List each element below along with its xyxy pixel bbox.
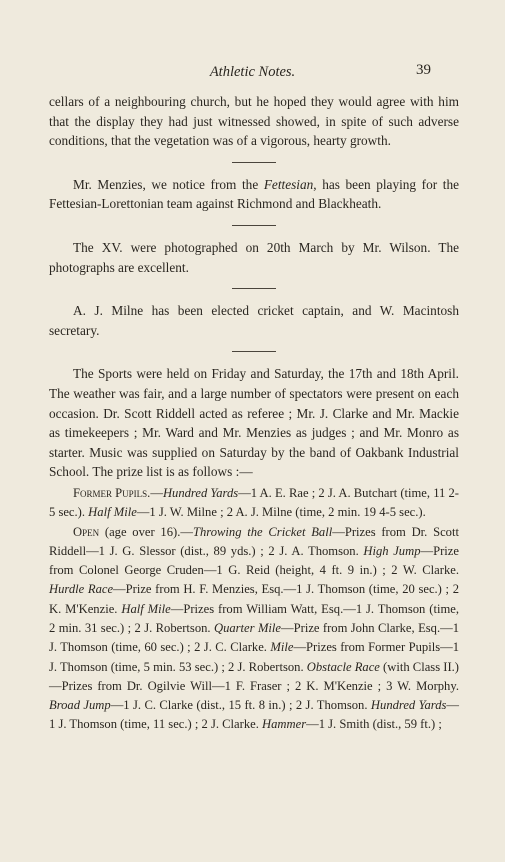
event-name: Quarter Mile [213,620,282,635]
paragraph-photographs: The XV. were photographed on 20th March by Mr. Wilson. The photographs are excellent. [49,239,459,275]
open-age-note: (age over 16).— [99,524,193,539]
section-divider [232,288,276,289]
running-title: Athletic Notes. [209,64,296,80]
event-result: —Prizes from Former Pupils—1 J. Thomson (time, 5 min. 53 sec.) ; 2 J. Robertson. [49,640,459,674]
open-label: Open [73,524,100,539]
event-name: Throwing the Cricket Ball [192,524,333,539]
page-number: 39 [416,62,431,78]
paragraph-menzies-text-a: Mr. Menzies, we notice from the [73,176,264,192]
event-name: Hammer [262,717,307,732]
event-name: Half Mile [121,601,171,616]
event-name: Broad Jump [49,698,111,713]
event-result: —Prizes from Dr. Scott Riddell—1 J. G. Slessor (dist., 89 yds.) ; 2 J. A. Thomson. [49,524,459,558]
paragraph-vegetation: cellars of a neighbouring church, but he hoped they would agree with him that the display they had just witnessed showed, in spite of such adverse conditions, that the vegetation was of a vigorous, hearty growth. [49,94,459,149]
page-header [0,62,505,82]
open-results [49,523,459,735]
paragraph-cricket-captain: A. J. Milne has been elected cricket captain, and W. Macintosh secretary. [49,303,459,338]
event-name: Hurdle Race [49,582,114,597]
event-result: —1 A. E. Rae ; 2 J. A. Butchart (time, 11 2-5 sec.). [49,485,459,520]
fettesian-title: Fettesian [263,176,314,192]
event-result: —1 J. C. Clarke (dist., 15 ft. 8 in.) ; 2 J. Thomson. [110,698,371,713]
event-name: Hundred Yards [162,485,239,500]
section-divider [232,162,276,163]
event-result: —Prize from H. F. Menzies, Esq.—1 J. Thomson (time, 20 sec.) ; 2 K. M'Kenzie. [49,582,459,616]
body-text [49,92,459,735]
event-name: Mile [270,640,294,655]
event-result: (with Class II.)—Prizes from Dr. Ogilvie Will—1 F. Fraser ; 2 K. M'Kenzie ; 3 W. Morphy. [49,659,459,693]
prize-list [49,484,459,735]
event-name: High Jump [363,543,421,558]
former-pupils-label: Former Pupils. [73,485,151,500]
event-result: —1 J. Smith (dist., 59 ft.) ; [306,717,442,732]
event-name: Hundred Yards [370,698,447,713]
event-name: Half Mile [88,505,137,520]
paragraph-menzies-text-b: , has been playing for the Fettesian-Lorettonian team against Richmond and Blackheath. [49,176,460,212]
former-dash: — [150,485,163,500]
event-result: —1 J. Thomson (time, 11 sec.) ; 2 J. Clarke. [49,698,460,732]
paragraph-sports: The Sports were held on Friday and Saturday, the 17th and 18th April. The weather was fair, and a large number of spectators were present on each occasion. Dr. Scott Riddell acted as referee ; Mr. J. Clarke and Mr. Mackie as timekeepers ; Mr. Ward and Mr. Menzies as judges ; and Mr. Monro as starter. Music was supplied on Saturday by the band of Oakbank Industrial School. The prize list is as follows :— [49,366,459,480]
former-pupils-results [49,484,459,523]
section-divider [232,225,276,226]
event-name: Obstacle Race [306,659,380,674]
event-result: —Prize from John Clarke, Esq.—1 J. Thomson (time, 60 sec.) ; 2 J. C. Clarke. [49,620,459,655]
event-result: —Prize from Colonel George Cruden—1 G. Reid (height, 4 ft. 9 in.) ; 2 W. Clarke. [49,543,459,578]
paragraph-menzies [49,175,459,214]
event-result: —Prizes from William Watt, Esq.—1 J. Thomson (time, 2 min. 31 sec.) ; 2 J. Robertson. [49,601,459,635]
event-result: —1 J. W. Milne ; 2 A. J. Milne (time, 2 min. 19 4-5 sec.). [136,505,426,520]
section-divider [232,351,276,352]
